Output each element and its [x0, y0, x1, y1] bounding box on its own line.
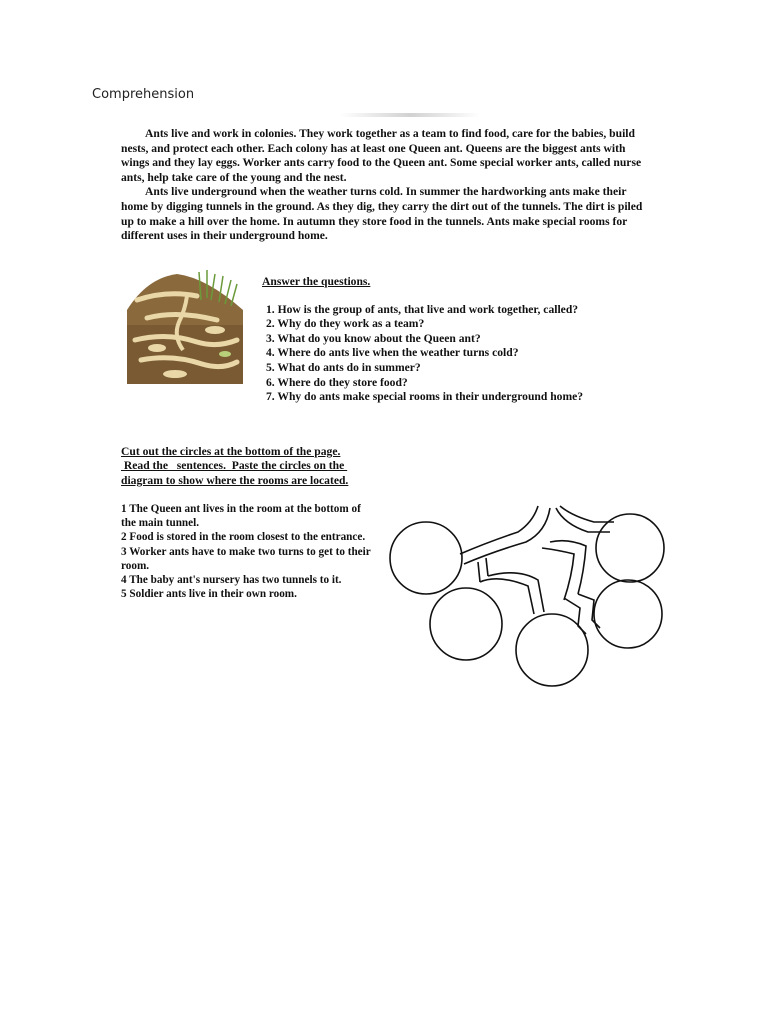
- statement-item: 3 Worker ants have to make two turns to get to their room.: [121, 545, 371, 572]
- passage-paragraph-1: Ants live and work in colonies. They work together as a team to find food, care for the babies, build nests, and protect each other. Each colony has at least one Queen ant. Queens are the biggest ants with wings and they lay eggs. Worker ants carry food to the Queen ant. Some special worker ants, called nurse ants, help take care of the young and the nest.: [121, 127, 642, 184]
- instruction-line: Read the sentences. Paste the circles on the: [121, 459, 348, 473]
- room-circle: [390, 522, 462, 594]
- room-circle: [430, 588, 502, 660]
- room-statements: [121, 502, 371, 601]
- question-item: 4. Where do ants live when the weather turns cold?: [266, 346, 519, 360]
- question-item: 7. Why do ants make special rooms in their underground home?: [266, 390, 584, 404]
- instruction-line: diagram to show where the rooms are located.: [121, 473, 349, 487]
- scan-shade: [340, 113, 480, 117]
- statement-item: 1 The Queen ant lives in the room at the bottom of the main tunnel.: [121, 503, 361, 530]
- questions-list: [262, 303, 662, 405]
- statements-list: [121, 502, 371, 601]
- instruction-line: Cut out the circles at the bottom of the page.: [121, 445, 341, 458]
- ant-hill-illustration: [127, 270, 243, 384]
- cut-instructions: [121, 445, 389, 488]
- room-circle: [594, 580, 662, 648]
- statement-item: 2 Food is stored in the room closest to the entrance.: [121, 531, 366, 544]
- page-heading: Comprehension: [92, 87, 195, 102]
- question-item: 6. Where do they store food?: [266, 375, 408, 389]
- room-circle: [516, 614, 588, 686]
- question-item: 3. What do you know about the Queen ant?: [266, 331, 481, 345]
- question-item: 2. Why do they work as a team?: [266, 317, 425, 331]
- questions-title: Answer the questions.: [262, 275, 371, 288]
- statement-item: 5 Soldier ants live in their own room.: [121, 588, 297, 601]
- questions-section: [262, 275, 662, 405]
- statement-item: 4 The baby ant's nursery has two tunnels to it.: [121, 574, 342, 587]
- tunnel-paths: [460, 506, 614, 634]
- reading-passage: [121, 127, 651, 244]
- passage-paragraph-2: Ants live underground when the weather turns cold. In summer the hardworking ants make their home by digging tunnels in the ground. As they dig, they carry the dirt out of the tunnels. The dirt is piled up to make a hill over the home. In autumn they store food in the tunnels. Ants make special rooms for different uses in their underground home.: [121, 185, 643, 243]
- question-item: 1. How is the group of ants, that live and work together, called?: [266, 302, 579, 316]
- question-item: 5. What do ants do in summer?: [266, 360, 421, 374]
- room-circle: [596, 514, 664, 582]
- ant-tunnel-diagram: [388, 502, 678, 692]
